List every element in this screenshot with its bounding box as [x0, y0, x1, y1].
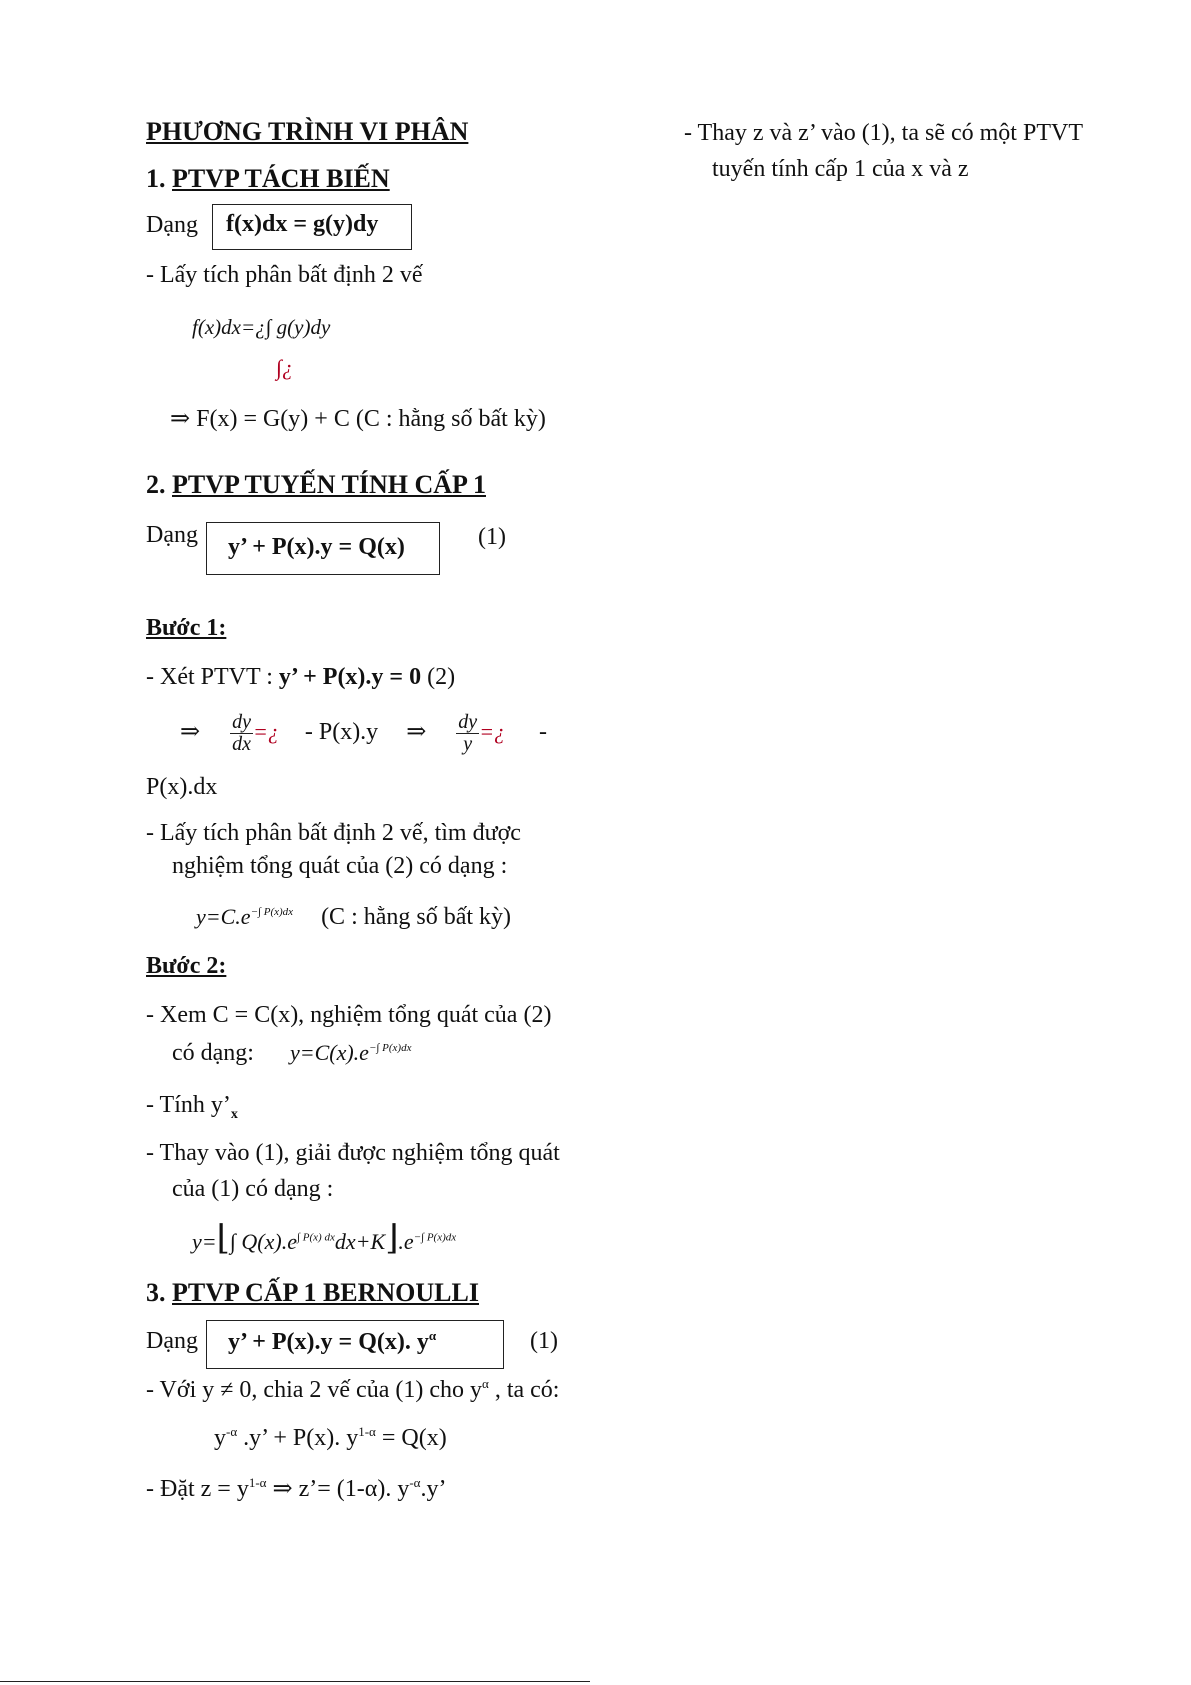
sol2-exponent: −∫ P(x)dx: [368, 1042, 412, 1054]
final-exp1: ∫ P(x) dx: [297, 1231, 335, 1244]
s1-bullet-integrate: - Lấy tích phân bất định 2 vế: [146, 262, 423, 288]
s3-form-main: y’ + P(x).y = Q(x). y: [228, 1329, 429, 1355]
s3-transformed-eq: [214, 1424, 447, 1452]
s2-solution-1: [196, 904, 511, 931]
section-3-title: PTVP CẤP 1 BERNOULLI: [172, 1278, 479, 1307]
section-2-number: 2.: [146, 470, 172, 499]
s2-thay-line1: - Thay vào (1), giải được nghiệm tổng quát: [146, 1140, 560, 1166]
s2-step1-equation: y’ + P(x).y = 0: [278, 664, 422, 690]
footnote-separator: [0, 1681, 590, 1682]
sol1-exponent: −∫ P(x)dx: [250, 906, 294, 918]
s3-eq-mid-sup: 1-α: [358, 1424, 376, 1439]
implies-symbol-2: ⇒: [406, 719, 427, 746]
s2-pxdx: P(x).dx: [146, 774, 218, 800]
section-3-number: 3.: [146, 1278, 172, 1307]
s2-integrate-line1: - Lấy tích phân bất định 2 vế, tìm được: [146, 820, 521, 846]
frac-denominator: dx: [232, 733, 251, 755]
s2-step1-line: [146, 664, 455, 691]
s3-dat-a-sup: 1-α: [248, 1475, 267, 1490]
minus-pxy: - P(x).y: [304, 719, 379, 746]
s2-eq-number: (1): [478, 524, 506, 550]
section-2-title: PTVP TUYẾN TÍNH CẤP 1: [172, 470, 486, 499]
final-integral: ∫ Q(x).e: [229, 1229, 297, 1254]
s1-integral-line1: f(x)dx=¿∫ g(y)dy: [192, 315, 331, 339]
s3-dang-label: Dạng: [146, 1328, 198, 1354]
sol2-base: y=C(x).e: [289, 1040, 369, 1065]
section-3-heading: [146, 1278, 479, 1308]
s2-step2-dang: có dạng:: [172, 1040, 254, 1066]
s2-step2-line2: [172, 1040, 411, 1067]
s3-eq-tail: = Q(x): [375, 1425, 447, 1451]
final-y: y=: [192, 1229, 217, 1254]
s2-step2-line1: - Xem C = C(x), nghiệm tổng quát của (2): [146, 1002, 552, 1028]
s2-final-formula: y=⌊∫ $Q(x).e^{\int P(x) dx}dx+K⌋.e^{-\int P(x)dx}$: [192, 1220, 457, 1257]
right-column-line1: - Thay z và z’ vào (1), ta sẽ có một PTVT: [684, 120, 1083, 146]
s1-form: f(x)dx = g(y)dy: [226, 211, 379, 237]
s3-substitution: [146, 1474, 446, 1503]
s3-dat-c: .y’: [420, 1476, 447, 1502]
s3-eq-number: (1): [530, 1328, 558, 1354]
s2-step1-label: Bước 1:: [146, 615, 227, 641]
sol1-note: (C : hằng số bất kỳ): [321, 904, 512, 930]
s3-dat-b-sup: -α: [409, 1475, 421, 1490]
s1-dang-label: Dạng: [146, 212, 198, 238]
fraction-dy-dx: [230, 712, 253, 755]
implies-symbol: ⇒: [180, 719, 201, 746]
inverted-question-2: =¿: [479, 719, 506, 745]
s3-eq-y: y: [214, 1425, 226, 1451]
frac-numerator: dy: [232, 711, 251, 733]
s3-form-sup: α: [428, 1328, 437, 1343]
s3-dat-a: - Đặt z = y: [146, 1476, 249, 1502]
inverted-question-1: =¿: [253, 719, 279, 745]
s3-eq-y-sup: -α: [226, 1424, 238, 1439]
frac2-denominator: y: [463, 733, 473, 755]
s2-step1-eq-number: (2): [421, 664, 456, 690]
s3-divide-text: - Với y ≠ 0, chia 2 vế của (1) cho y: [146, 1377, 482, 1403]
s2-tinh-y: [146, 1092, 238, 1123]
final-dx-k: dx+K: [334, 1229, 386, 1254]
final-e: .e: [398, 1229, 414, 1254]
s1-result: ⇒ F(x) = G(y) + C (C : hằng số bất kỳ): [170, 406, 546, 432]
final-exp2: −∫ P(x)dx: [413, 1231, 457, 1244]
section-1-number: 1.: [146, 164, 172, 193]
s3-divide-sup: α: [482, 1376, 489, 1391]
s2-thay-line2: của (1) có dạng :: [172, 1176, 334, 1202]
s2-integrate-line2: nghiệm tổng quát của (2) có dạng :: [172, 853, 508, 879]
tinh-subscript: x: [230, 1106, 238, 1122]
s3-form: [228, 1328, 436, 1356]
section-1-title: PTVP TÁCH BIẾN: [172, 164, 390, 193]
tinh-text: - Tính y’: [146, 1092, 231, 1118]
s2-step1-text: - Xét PTVT :: [146, 664, 279, 690]
frac2-numerator: dy: [458, 711, 478, 733]
s3-dat-b: ⇒ z’= (1-α). y: [266, 1476, 410, 1502]
fraction-dy-y: [456, 712, 479, 755]
right-column-line2: tuyến tính cấp 1 của x và z: [712, 156, 969, 182]
page-title: PHƯƠNG TRÌNH VI PHÂN: [146, 117, 469, 146]
s2-form: y’ + P(x).y = Q(x): [228, 534, 405, 560]
trailing-minus: -: [539, 719, 548, 746]
sol1-base: y=C.e: [196, 904, 251, 929]
s3-divide-tail: , ta có:: [488, 1377, 560, 1403]
section-1-heading: [146, 164, 390, 194]
s2-dang-label: Dạng: [146, 522, 198, 548]
s3-eq-mid: .y’ + P(x). y: [237, 1425, 359, 1451]
s1-integral-line2: ∫¿: [276, 355, 294, 380]
section-2-heading: [146, 470, 486, 500]
s2-fraction-line: [180, 712, 547, 755]
s2-step2-label: Bước 2:: [146, 953, 227, 979]
s3-divide-line: [146, 1376, 559, 1404]
